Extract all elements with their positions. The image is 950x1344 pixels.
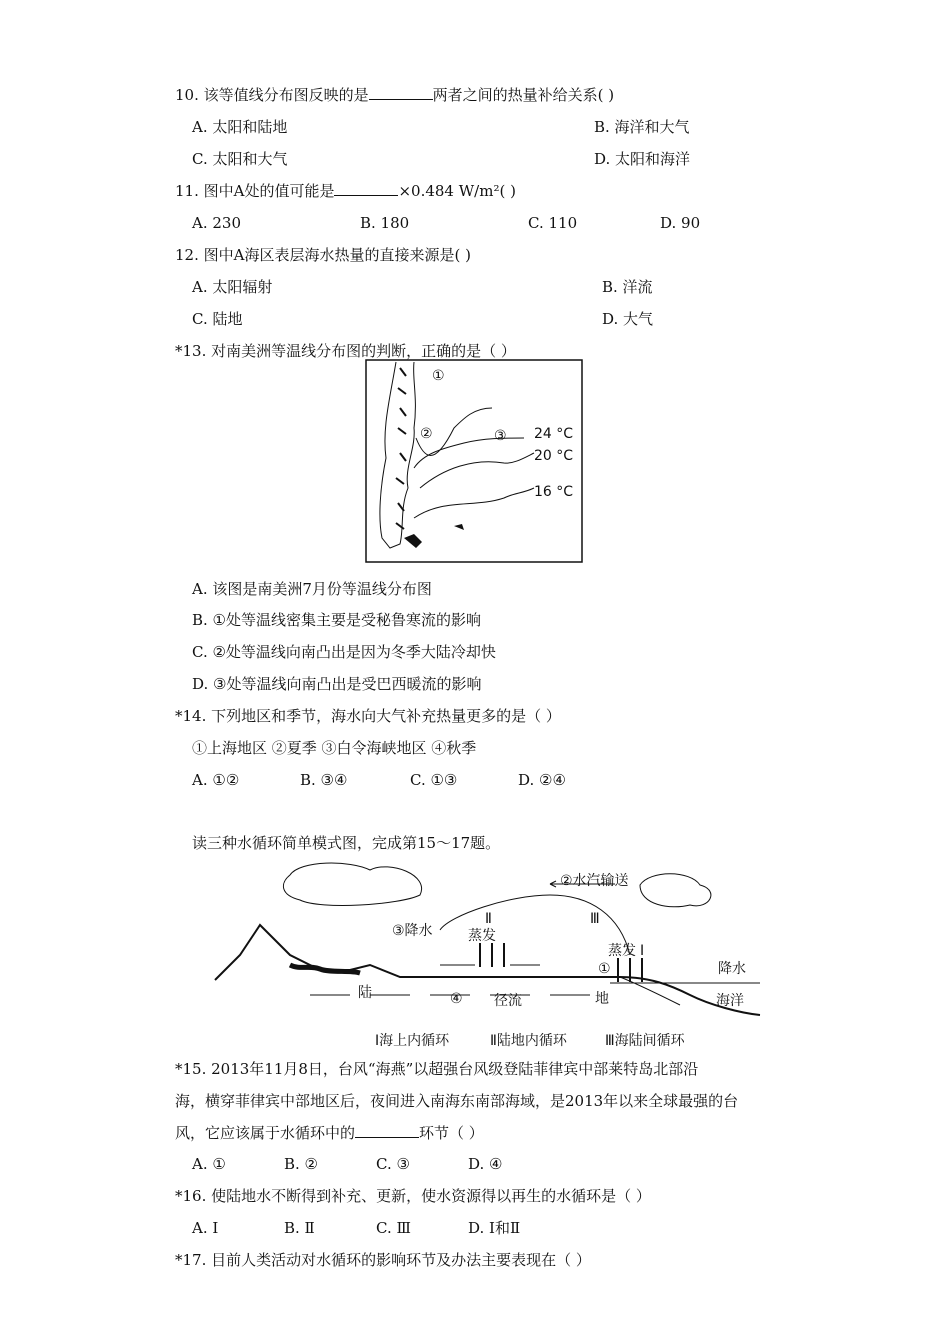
option: A. Ⅰ (192, 1219, 219, 1237)
question-10: 10. 该等值线分布图反映的是 两者之间的热量补给关系( ) (175, 86, 615, 104)
option: C. 太阳和大气 (192, 150, 288, 168)
question-15: *15. 2013年11月8日，台风“海燕”以超强台风级登陆菲律宾中部莱特岛北部沿 (175, 1060, 699, 1078)
option: A. 该图是南美洲7月份等温线分布图 (192, 580, 432, 598)
legend-1: Ⅰ海上内循环 (375, 1033, 450, 1049)
question-16: *16. 使陆地水不断得到补充、更新，使水资源得以再生的水循环是（ ） (175, 1187, 651, 1205)
option: B. ①处等温线密集主要是受秘鲁寒流的影响 (192, 611, 482, 629)
label-vapor-transport: ②水汽输送 (560, 873, 629, 889)
isotherm-16: 16 °C (534, 484, 574, 500)
option: B. ② (284, 1155, 319, 1173)
label-precipitation-3: ③降水 (392, 923, 433, 939)
label-precipitation: 降水 (718, 961, 746, 977)
isotherm-24: 24 °C (534, 426, 574, 442)
option: C. 陆地 (192, 310, 243, 328)
option: D. ②④ (518, 771, 566, 789)
option: C. Ⅲ (376, 1219, 411, 1237)
question-15-cont: 风，它应该属于水循环中的 环节（ ） (175, 1124, 484, 1142)
option: D. ④ (468, 1155, 503, 1173)
option: A. ①② (192, 771, 240, 789)
intro-text: 读三种水循环简单模式图，完成第15～17题。 (192, 834, 501, 852)
map-label-2: ② (420, 426, 433, 442)
question-11: 11. 图中A处的值可能是 ×0.484 W/m²( ) (175, 182, 516, 200)
map-label-3: ③ (494, 428, 507, 444)
label-runoff: 径流 (494, 993, 522, 1009)
label-land-2: 地 (595, 991, 609, 1007)
option: D. 太阳和海洋 (594, 150, 691, 168)
option: C. 110 (528, 214, 578, 232)
option: D. 大气 (602, 310, 654, 328)
option: D. Ⅰ和Ⅱ (468, 1219, 521, 1237)
water-cycle-diagram (200, 855, 770, 1050)
question-14: *14. 下列地区和季节，海水向大气补充热量更多的是（ ） (175, 707, 561, 725)
label-roman-1: Ⅰ (640, 943, 645, 959)
label-circle-4: ④ (450, 991, 463, 1007)
option: C. ①③ (410, 771, 458, 789)
option: A. 太阳和陆地 (192, 118, 288, 136)
map-label-1: ① (432, 368, 445, 384)
question-14-items: ①上海地区 ②夏季 ③白令海峡地区 ④秋季 (192, 739, 477, 757)
option: B. 洋流 (602, 278, 653, 296)
label-land-1: 陆 (358, 985, 372, 1001)
option: B. 海洋和大气 (594, 118, 690, 136)
option: D. ③处等温线向南凸出是受巴西暖流的影响 (192, 675, 482, 693)
option: A. 230 (192, 214, 241, 232)
question-15-cont: 海，横穿菲律宾中部地区后，夜间进入南海东南部海域，是2013年以来全球最强的台 (175, 1092, 739, 1110)
label-roman-2: Ⅱ (485, 911, 492, 927)
question-12: 12. 图中A海区表层海水热量的直接来源是( ) (175, 246, 471, 264)
isotherm-20: 20 °C (534, 448, 574, 464)
label-ocean: 海洋 (716, 993, 744, 1009)
option: C. ②处等温线向南凸出是因为冬季大陆冷却快 (192, 643, 496, 661)
label-evaporation-sea: 蒸发 (608, 943, 636, 959)
question-13: *13. 对南美洲等温线分布图的判断，正确的是（ ） (175, 342, 516, 360)
option: D. 90 (660, 214, 701, 232)
option: B. ③④ (300, 771, 348, 789)
legend-3: Ⅲ海陆间循环 (605, 1033, 685, 1049)
label-roman-3: Ⅲ (590, 911, 600, 927)
option: A. 太阳辐射 (192, 278, 273, 296)
south-america-isotherm-map (364, 358, 586, 564)
label-circle-1: ① (598, 961, 611, 977)
option: B. 180 (360, 214, 410, 232)
option: C. ③ (376, 1155, 410, 1173)
legend-2: Ⅱ陆地内循环 (490, 1033, 567, 1049)
option: A. ① (192, 1155, 226, 1173)
label-evaporation-land: 蒸发 (468, 928, 496, 944)
option: B. Ⅱ (284, 1219, 315, 1237)
question-17: *17. 目前人类活动对水循环的影响环节及办法主要表现在（ ） (175, 1251, 591, 1269)
